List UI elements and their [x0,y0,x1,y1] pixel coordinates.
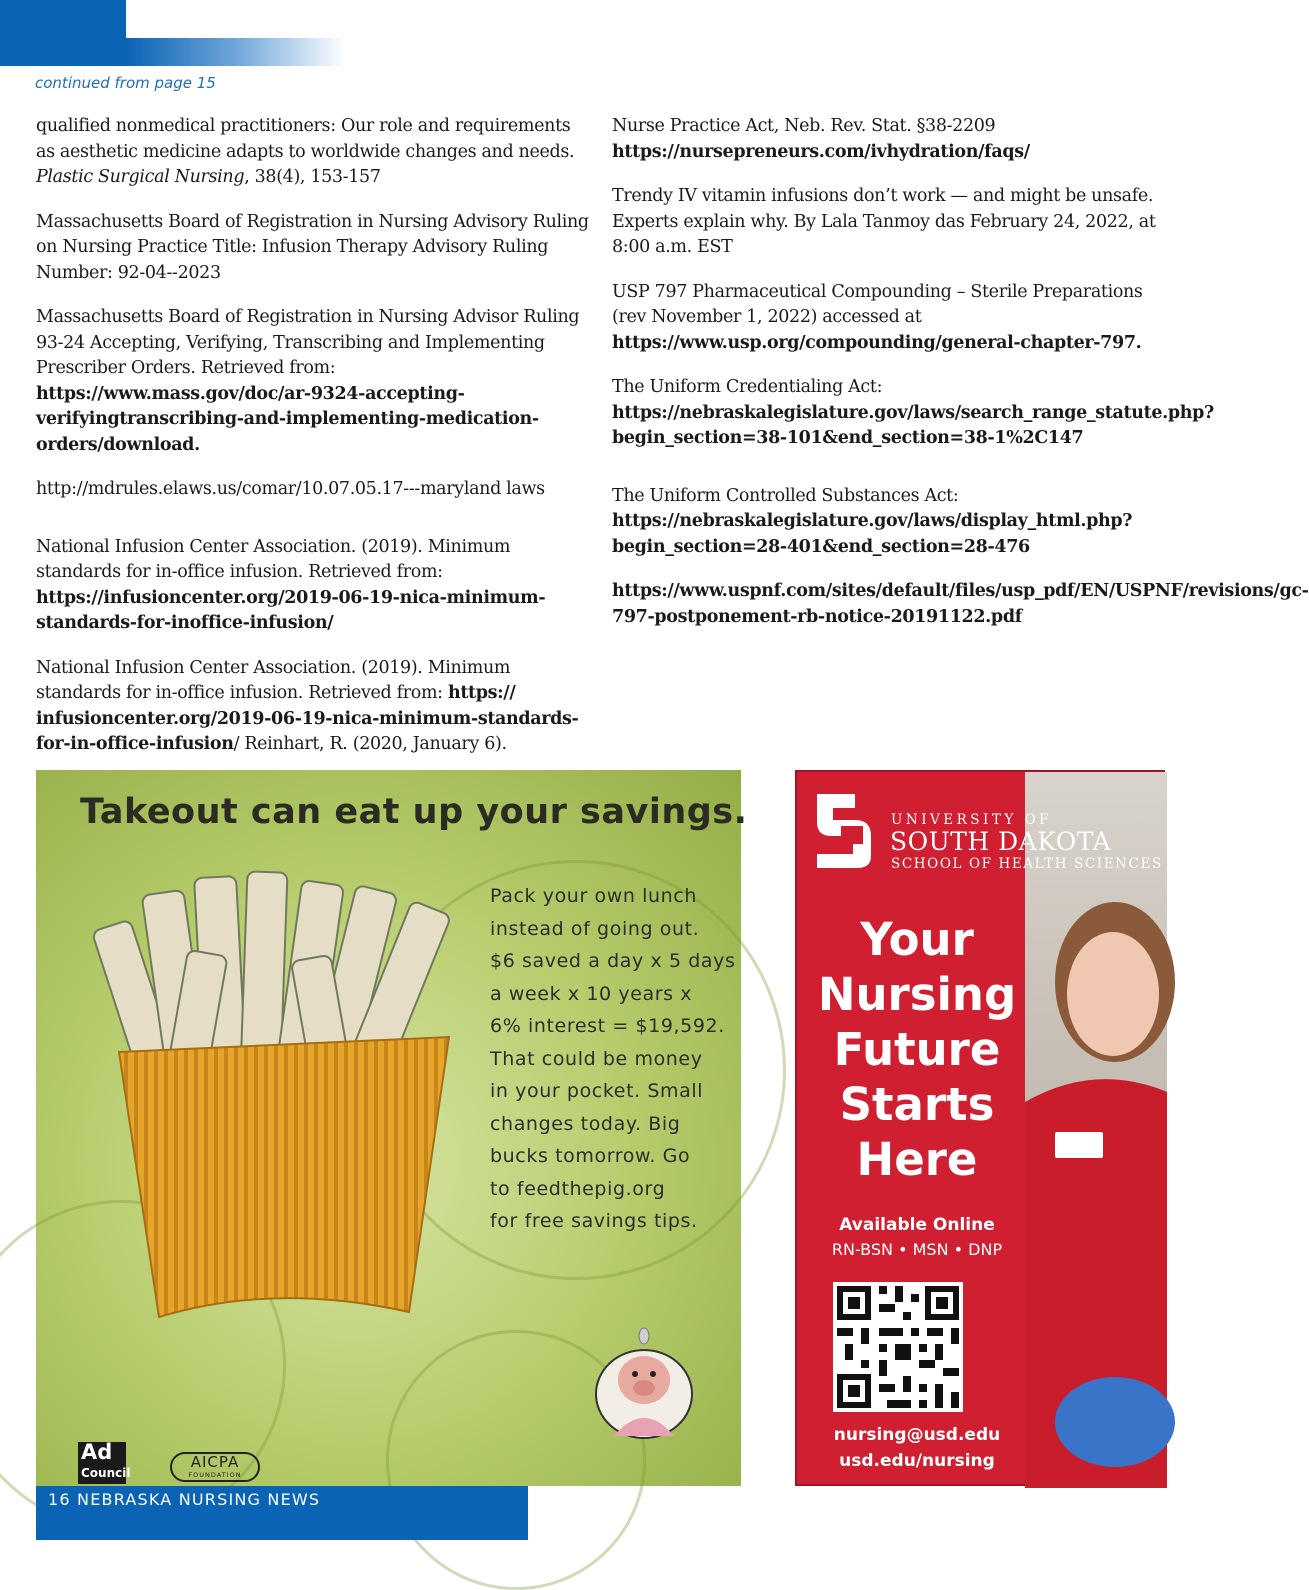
usd-sd-logo-icon [811,786,877,872]
contact-email[interactable]: nursing@usd.edu [833,1425,1001,1445]
header-color-block [0,0,126,66]
references-right-column [612,114,1309,649]
headline-line: Nursing [817,968,1017,1021]
reference-link[interactable]: https://www.usp.org/compounding/general-chapter-797. [612,332,1142,353]
reference-citation: , 38(4), 153-157 [244,167,381,187]
header-gradient-bar [126,38,346,66]
reference-link[interactable]: http://mdrules.elaws.us/comar/10.07.05.17---maryland laws [36,479,545,499]
ad-body-line: a week x 10 years x [490,982,693,1005]
reference-link[interactable]: https:// infusioncenter.org/2019-06-19-nica-minimum-standards-for-in-office-infusion [36,683,579,754]
ad-body-line: 6% interest = $19,592. [490,1015,725,1037]
reference-item [36,535,596,637]
reference-item [612,184,1172,261]
reference-link[interactable]: https://nebraskalegislature.gov/laws/display_html.php?begin_section=28-401&end_section=28-476 [612,511,1133,557]
contact-website[interactable]: usd.edu/nursing [839,1451,995,1471]
reference-link[interactable]: https://infusioncenter.org/2019-06-19-nica-minimum-standards-for-inoffice-infusion/ [36,587,546,633]
reference-text: Massachusetts Board of Registration in Nursing Advisor Ruling 93-24 Accepting, Verifying, Transcribing and Implementing Prescriber Orders. Retrieved from: [36,307,580,378]
reference-text: qualified nonmedical practitioners: Our role and requirements [36,116,571,136]
reference-text: USP 797 Pharmaceutical Compounding – Sterile Preparations (rev November 1, 2022) accessed at [612,281,1143,327]
usd-nursing-ad [795,770,1165,1486]
reference-item [612,579,1309,630]
usd-university-of: UNIVERSITY OF [891,812,1053,828]
reference-text: The Uniform Controlled Substances Act: [612,485,959,506]
ad-body-line: to feedthepig.org [490,1177,666,1200]
ad-body-line: for free savings tips. [490,1210,698,1232]
ad-body-line: changes today. Big [490,1112,681,1135]
reference-text: National Infusion Center Association. (2019). Minimum standards for in-office infusion. Retrieved from: [36,657,511,703]
reference-text: The Uniform Credentialing Act: [612,377,883,397]
reference-text: National Infusion Center Association. (2019). Minimum standards for in-office infusion. Retrieved from: [36,536,511,582]
money-fries-carton-illustration [74,862,494,1332]
nurse-illustration [1025,772,1167,1488]
reference-text: as aesthetic medicine adapts to worldwide changes and needs. [36,141,575,162]
reference-link[interactable]: https://www.uspnf.com/sites/default/files/usp_pdf/EN/USPNF/revisions/gc-797-postponement-rb-notice-20191122.pdf [612,581,1309,627]
qr-code-icon[interactable] [833,1282,963,1412]
reference-item [36,477,596,503]
continued-note: continued from page 15 [35,74,216,92]
pig-mascot-icon [592,1330,696,1440]
reference-text: / Reinhart, R. (2020, January 6). [233,734,507,754]
ad-body-line: in your pocket. Small [490,1080,704,1102]
reference-item [612,114,1172,165]
ad-headline [801,912,1033,1187]
reference-text: Trendy IV vitamin infusions don’t work — and might be unsafe. Experts explain why. By Lala Tanmoy das February 24, 2022, at 8:00 a.m. EST [612,186,1156,257]
reference-text: Massachusetts Board of Registration in Nursing Advisory Ruling on Nursing Practice Title: Infusion Therapy Advisory Ruling Number: 92-04--2023 [36,211,589,283]
available-online: Available Online [839,1215,995,1235]
reference-item [36,656,596,758]
ad-council-logo: Ad Council [78,1442,126,1484]
reference-item [36,114,596,191]
references-left-column [36,114,596,777]
usd-south-dakota: SOUTH DAKOTA [890,827,1112,856]
journal-title: Plastic Surgical Nursing [36,167,245,187]
degree-programs: RN-BSN • MSN • DNP [831,1240,1003,1259]
ad-body-line: $6 saved a day x 5 days [490,950,736,972]
page-footer [36,1486,528,1540]
headline-line: Your [860,913,974,966]
ad-body-line: Pack your own lunch [490,885,697,907]
headline-line: Future [833,1023,1001,1076]
page-number-label: 16 NEBRASKA NURSING NEWS [48,1490,321,1509]
reference-link[interactable]: https://www.mass.gov/doc/ar-9324-accepting-verifyingtranscribing-and-implementing-medication-orders/download. [36,383,539,455]
reference-text: Nurse Practice Act, Neb. Rev. Stat. §38-2209 [612,116,996,136]
ad-body-line: bucks tomorrow. Go [490,1145,691,1167]
reference-item [36,210,596,287]
reference-item [612,484,1172,561]
ad-body-line: instead of going out. [490,917,700,940]
reference-item [36,305,596,458]
nurse-photo [1025,772,1167,1488]
reference-link[interactable]: https://nebraskalegislature.gov/laws/search_range_statute.php?begin_section=38-101&end_section=38-1%2C147 [612,402,1214,448]
reference-link[interactable]: https://nursepreneurs.com/ivhydration/faqs/ [612,141,1030,162]
usd-school-name: SCHOOL OF HEALTH SCIENCES [891,856,1163,872]
reference-item [612,280,1172,357]
headline-line: Here [856,1133,978,1186]
aicpa-foundation-logo: AICPA FOUNDATION [170,1452,260,1482]
ad-headline: Takeout can eat up your savings. [80,792,748,832]
ad-body-copy [490,880,736,1238]
headline-line: Starts [839,1078,995,1131]
reference-item [612,375,1214,452]
savings-ad [36,770,748,1486]
ad-body-line: That could be money [490,1047,703,1070]
